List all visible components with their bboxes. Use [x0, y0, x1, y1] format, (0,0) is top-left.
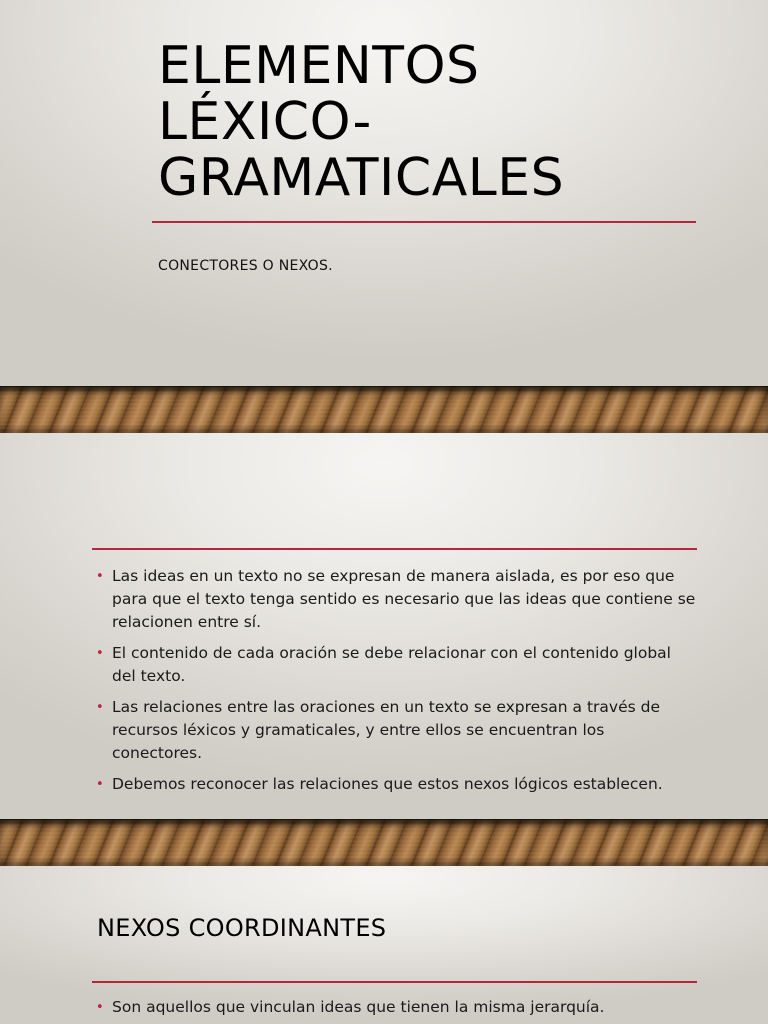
- bullet-icon: •: [96, 777, 104, 792]
- slide-title: [0, 0, 768, 386]
- wood-floor-divider: [0, 819, 768, 866]
- bullet-icon: •: [96, 1000, 104, 1015]
- slide-title-heading: [158, 38, 564, 206]
- slide-nexos-coordinantes: [0, 866, 768, 1024]
- bullet-list: [96, 996, 696, 1024]
- bullet-text: Las ideas en un texto no se expresan de manera aislada, es por eso que para que el texto tenga sentido es necesario que las ideas que contiene se relacionen entre sí.: [112, 567, 696, 631]
- bullet-text: Debemos reconocer las relaciones que estos nexos lógicos establecen.: [112, 775, 663, 793]
- bullet-text: El contenido de cada oración se debe relacionar con el contenido global del texto.: [112, 644, 671, 685]
- title-divider: [152, 221, 696, 223]
- bullet-list: [96, 565, 696, 804]
- bullet-item: [96, 642, 696, 688]
- slide-subtitle: CONECTORES O NEXOS.: [158, 258, 333, 274]
- bullet-item: [96, 996, 696, 1019]
- title-line-2: LÉXICO-: [158, 92, 372, 152]
- wood-floor-divider: [0, 386, 768, 433]
- title-line-3: GRAMATICALES: [158, 148, 565, 208]
- bullet-text: Son aquellos que vinculan ideas que tienen la misma jerarquía.: [112, 998, 605, 1016]
- bullet-item: [96, 565, 696, 634]
- bullet-icon: •: [96, 646, 104, 661]
- slide-heading: NEXOS COORDINANTES: [97, 914, 387, 942]
- content-divider: [92, 548, 697, 550]
- bullet-icon: •: [96, 569, 104, 584]
- bullet-icon: •: [96, 700, 104, 715]
- slide-content: [0, 433, 768, 819]
- bullet-item: [96, 773, 696, 796]
- title-line-1: ELEMENTOS: [158, 36, 480, 96]
- heading-divider: [92, 981, 697, 983]
- bullet-item: [96, 696, 696, 765]
- bullet-text: Las relaciones entre las oraciones en un texto se expresan a través de recursos léxicos y gramaticales, y entre ellos se encuentran los conectores.: [112, 698, 660, 762]
